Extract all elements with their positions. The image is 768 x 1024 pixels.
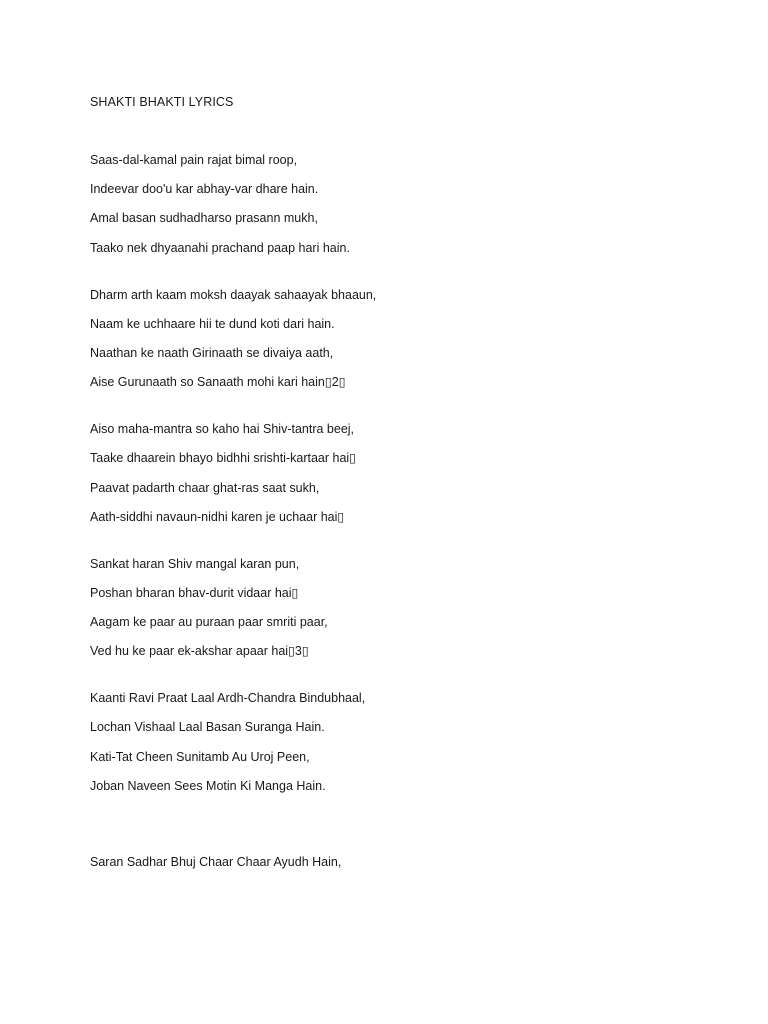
stanza-1 xyxy=(90,151,710,257)
lyric-line: Indeevar doo'u kar abhay-var dhare hain. xyxy=(90,182,319,197)
lyric-line: Dharm arth kaam moksh daayak sahaayak bhaaun, xyxy=(90,287,377,302)
lyric-line: Taake dhaarein bhayo bidhhi srishti-kartaar hai▯ xyxy=(90,451,357,466)
lyric-line: Aath-siddhi navaun-nidhi karen je uchaar hai▯ xyxy=(90,509,345,524)
lyric-line: Aagam ke paar au puraan paar smriti paar, xyxy=(90,615,328,630)
lyric-line: Kaanti Ravi Praat Laal Ardh-Chandra Bindubhaal, xyxy=(90,691,366,706)
stanza-5 xyxy=(90,689,710,795)
lyric-line: Saran Sadhar Bhuj Chaar Chaar Ayudh Hain, xyxy=(90,854,342,869)
stanza-3 xyxy=(90,420,710,526)
lyric-line: Aise Gurunaath so Sanaath mohi kari hain▯2▯ xyxy=(90,375,346,390)
lyric-line: Paavat padarth chaar ghat-ras saat sukh, xyxy=(90,480,320,495)
stanza-6 xyxy=(90,853,710,871)
lyric-line: Amal basan sudhadharso prasann mukh, xyxy=(90,211,318,226)
lyric-line: Naam ke uchhaare hii te dund koti dari hain. xyxy=(90,316,335,331)
stanza-4 xyxy=(90,555,710,661)
stanza-2 xyxy=(90,286,710,392)
lyric-line: Taako nek dhyaanahi prachand paap hari hain. xyxy=(90,240,350,255)
lyric-line: Joban Naveen Sees Motin Ki Manga Hain. xyxy=(90,778,326,793)
lyric-line: Poshan bharan bhav-durit vidaar hai▯ xyxy=(90,585,299,600)
lyric-line: Saas-dal-kamal pain rajat bimal roop, xyxy=(90,153,298,167)
lyric-line: Ved hu ke paar ek-akshar apaar hai▯3▯ xyxy=(90,644,309,659)
lyric-line: Lochan Vishaal Laal Basan Suranga Hain. xyxy=(90,720,325,735)
lyric-line: Aiso maha-mantra so kaho hai Shiv-tantra beej, xyxy=(90,422,355,437)
lyric-line: Kati-Tat Cheen Sunitamb Au Uroj Peen, xyxy=(90,749,310,764)
document-body xyxy=(90,93,710,871)
document-title: SHAKTI BHAKTI LYRICS xyxy=(90,95,234,109)
lyric-line: Sankat haran Shiv mangal karan pun, xyxy=(90,556,300,571)
lyric-line: Naathan ke naath Girinaath se divaiya aath, xyxy=(90,345,334,360)
